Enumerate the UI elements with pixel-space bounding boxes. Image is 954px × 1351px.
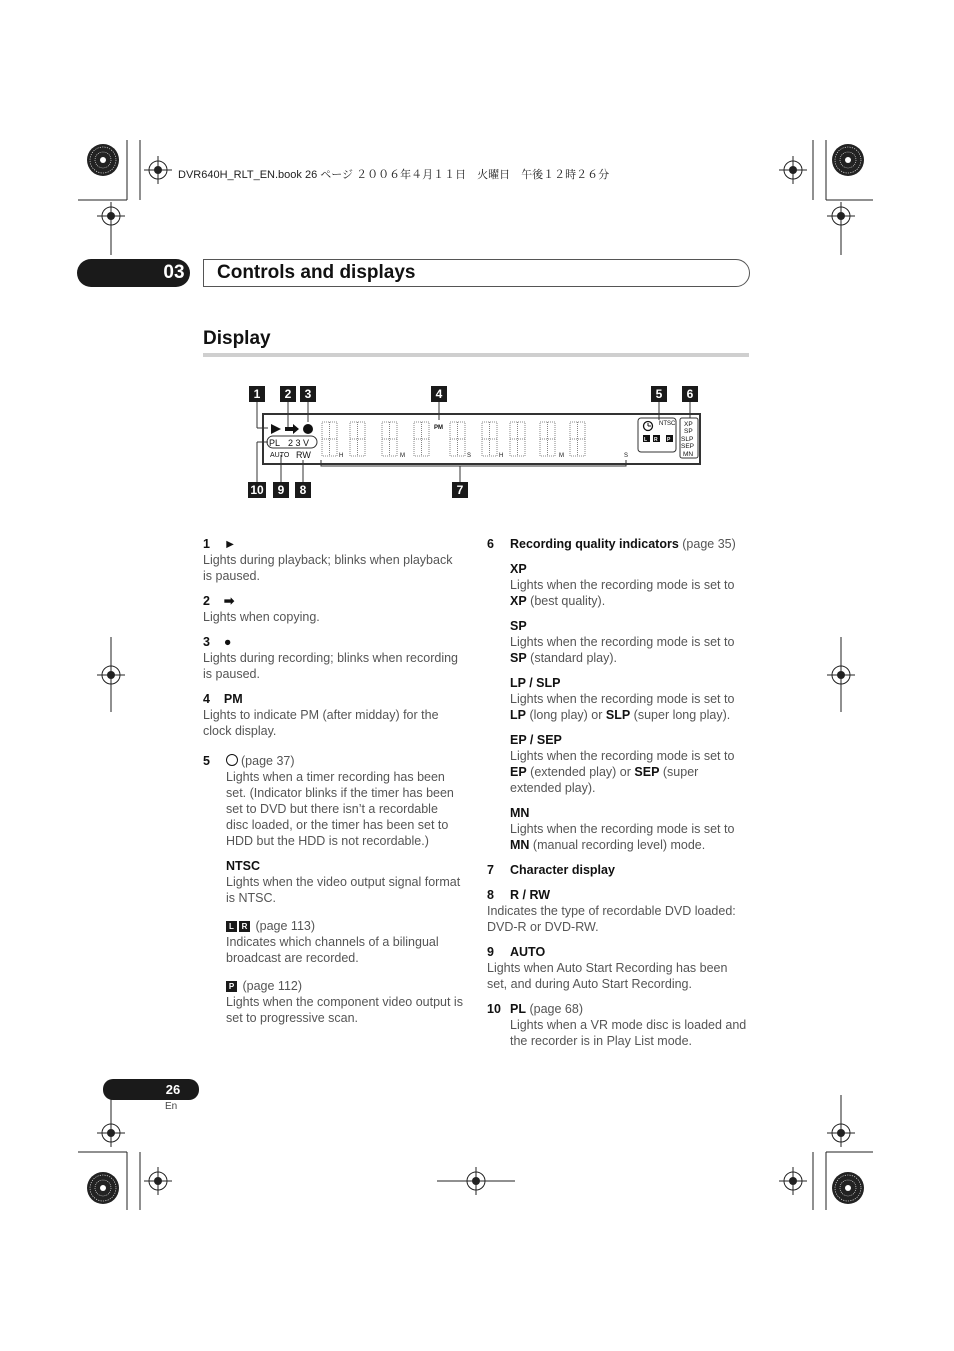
record-indicator-icon — [303, 424, 313, 434]
mode-bold: SP — [510, 651, 527, 665]
section-rule — [203, 353, 749, 357]
item-number: 6 — [487, 537, 494, 551]
lcd-unit-m2: M — [559, 453, 564, 459]
mode-desc: Lights when the recording mode is set to — [510, 635, 735, 649]
mode-desc: Lights when the recording mode is set to — [510, 578, 735, 592]
item-desc: Indicates the type of recordable DVD loaded: DVD-R or DVD-RW. — [487, 904, 736, 934]
lcd-p-label: P — [667, 437, 671, 443]
item-desc: Lights during recording; blinks when recording is paused. — [203, 651, 459, 681]
lcd-digits-label: 2 3 V — [288, 438, 310, 448]
mode-desc: (super long play). — [630, 708, 731, 722]
lr-desc: Indicates which channels of a bilingual broadcast are recorded. — [226, 935, 439, 965]
ntsc-title: NTSC — [226, 859, 261, 873]
callout-7: 7 — [452, 482, 468, 498]
mode-bold: XP — [510, 594, 527, 608]
copy-arrow-icon — [285, 424, 299, 434]
mode-desc: (best quality). — [526, 594, 606, 608]
item-1 — [203, 536, 463, 584]
play-symbol-icon: ► — [223, 537, 237, 551]
lcd-quality-sp: SP — [684, 428, 693, 435]
item-desc: Lights to indicate PM (after midday) for the clock display. — [203, 708, 439, 738]
page-number: 26 — [165, 1082, 181, 1097]
mode-bold: EP — [510, 765, 527, 779]
lcd-unit-h2: H — [499, 453, 504, 459]
lr-page-ref: (page 113) — [255, 919, 316, 933]
lcd-quality-sep: SEP — [681, 443, 695, 450]
lcd-quality-slp: SLP — [681, 436, 694, 443]
item-desc: Lights when a timer recording has been set. (Indicator blinks if the timer has been set to DVD but there isn’t a recordable disc loaded, or the timer has been set to HDD but the HDD is not recordable.) — [226, 770, 454, 848]
lcd-unit-h1: H — [339, 453, 344, 459]
mode-title: LP / SLP — [510, 676, 561, 690]
lcd-unit-s2: S — [624, 453, 629, 459]
quality-modes — [487, 561, 749, 853]
callout-4: 4 — [431, 386, 447, 402]
callout-2: 2 — [280, 386, 296, 402]
timer-clock-icon — [226, 754, 238, 766]
item-number: 5 — [203, 754, 210, 768]
play-indicator-icon — [271, 424, 281, 434]
section-title: Display — [203, 328, 271, 349]
item-number: 4 — [203, 692, 210, 706]
item-number: 9 — [487, 945, 494, 959]
item-2 — [203, 593, 463, 625]
mode-title: MN — [510, 806, 530, 820]
lcd-auto-label: AUTO — [270, 452, 290, 459]
lcd-quality-mn: MN — [683, 451, 694, 458]
item-title: PM — [223, 692, 243, 706]
item-title: AUTO — [510, 945, 546, 959]
lcd-ntsc-label: NTSC — [659, 421, 676, 427]
right-column — [487, 536, 749, 1049]
lcd-l-label: L — [644, 437, 648, 443]
ntsc-desc: Lights when the video output signal format is NTSC. — [226, 875, 461, 905]
mode-lp-slp — [510, 675, 749, 723]
item-5 — [203, 753, 463, 1026]
mode-title: XP — [510, 562, 527, 576]
mode-desc: (super extended play). — [510, 765, 699, 795]
item-title: R / RW — [510, 888, 551, 902]
p-desc: Lights when the component video output is set to progressive scan. — [226, 995, 463, 1025]
left-column — [203, 536, 463, 1026]
item-number: 2 — [203, 594, 210, 608]
mode-bold: MN — [510, 838, 530, 852]
mode-desc: (manual recording level) mode. — [529, 838, 706, 852]
mode-ep-sep — [510, 732, 749, 796]
callout-9: 9 — [273, 482, 289, 498]
lcd-pl-label: PL — [269, 438, 281, 448]
record-symbol-icon: ● — [223, 635, 232, 649]
lcd-unit-s1: S — [467, 453, 472, 459]
mode-bold: SEP — [634, 765, 660, 779]
item-3 — [203, 634, 463, 682]
item-page-ref: (page 68) — [529, 1002, 583, 1016]
item-7 — [487, 862, 749, 878]
mode-xp — [510, 561, 749, 609]
mode-desc: (long play) or — [525, 708, 606, 722]
lcd-r-label: R — [654, 437, 658, 443]
mode-title: EP / SEP — [510, 733, 562, 747]
callout-6: 6 — [682, 386, 698, 402]
item-desc: Lights when a VR mode disc is loaded and the recorder is in Play List mode. — [510, 1018, 747, 1048]
arrow-symbol-icon: ➡ — [223, 594, 235, 608]
lcd-rw-label: RW — [296, 450, 311, 460]
item-title: PL — [510, 1002, 526, 1016]
chapter-number: 03 — [163, 262, 185, 283]
l-channel-icon: L — [226, 921, 237, 932]
item-6 — [487, 536, 749, 552]
item-title: Recording quality indicators — [510, 537, 679, 551]
lcd-quality-xp: XP — [684, 421, 693, 428]
mode-desc: (standard play). — [526, 651, 618, 665]
chapter-title: Controls and displays — [217, 262, 416, 283]
mode-mn — [510, 805, 749, 853]
item-number: 7 — [487, 863, 494, 877]
mode-title: SP — [510, 619, 527, 633]
mode-desc: Lights when the recording mode is set to — [510, 692, 735, 706]
item-desc: Lights when Auto Start Recording has been set, and during Auto Start Recording. — [487, 961, 728, 991]
r-channel-icon: R — [239, 921, 250, 932]
item-number: 3 — [203, 635, 210, 649]
mode-desc: Lights when the recording mode is set to — [510, 749, 735, 763]
callout-8: 8 — [295, 482, 311, 498]
callout-5: 5 — [651, 386, 667, 402]
item-title: Character display — [510, 863, 615, 877]
item-number: 10 — [487, 1002, 501, 1016]
item-4 — [203, 691, 463, 739]
item-page-ref: (page 37) — [241, 754, 295, 768]
lcd-unit-m1: M — [400, 453, 405, 459]
progressive-icon: P — [226, 981, 237, 992]
item-page-ref: (page 35) — [682, 537, 736, 551]
p-page-ref: (page 112) — [242, 979, 303, 993]
mode-bold: SLP — [605, 708, 631, 722]
mode-sp — [510, 618, 749, 666]
item-10 — [487, 1001, 749, 1049]
mode-desc: Lights when the recording mode is set to — [510, 822, 735, 836]
mode-bold: LP — [510, 708, 526, 722]
print-header: DVR640H_RLT_EN.book 26 ページ ２００６年４月１１日 火曜日 午後１２時２６分 — [178, 169, 610, 181]
callout-3: 3 — [300, 386, 316, 402]
item-number: 1 — [203, 537, 210, 551]
item-9 — [487, 944, 749, 992]
callout-1: 1 — [249, 386, 265, 402]
item-8 — [487, 887, 749, 935]
page-language: En — [165, 1101, 178, 1112]
item-desc: Lights during playback; blinks when playback is paused. — [203, 553, 453, 583]
item-number: 8 — [487, 888, 494, 902]
item-desc: Lights when copying. — [203, 610, 320, 624]
callout-10: 10 — [248, 482, 266, 498]
mode-desc: (extended play) or — [526, 765, 635, 779]
lcd-pm-label: PM — [434, 425, 443, 431]
